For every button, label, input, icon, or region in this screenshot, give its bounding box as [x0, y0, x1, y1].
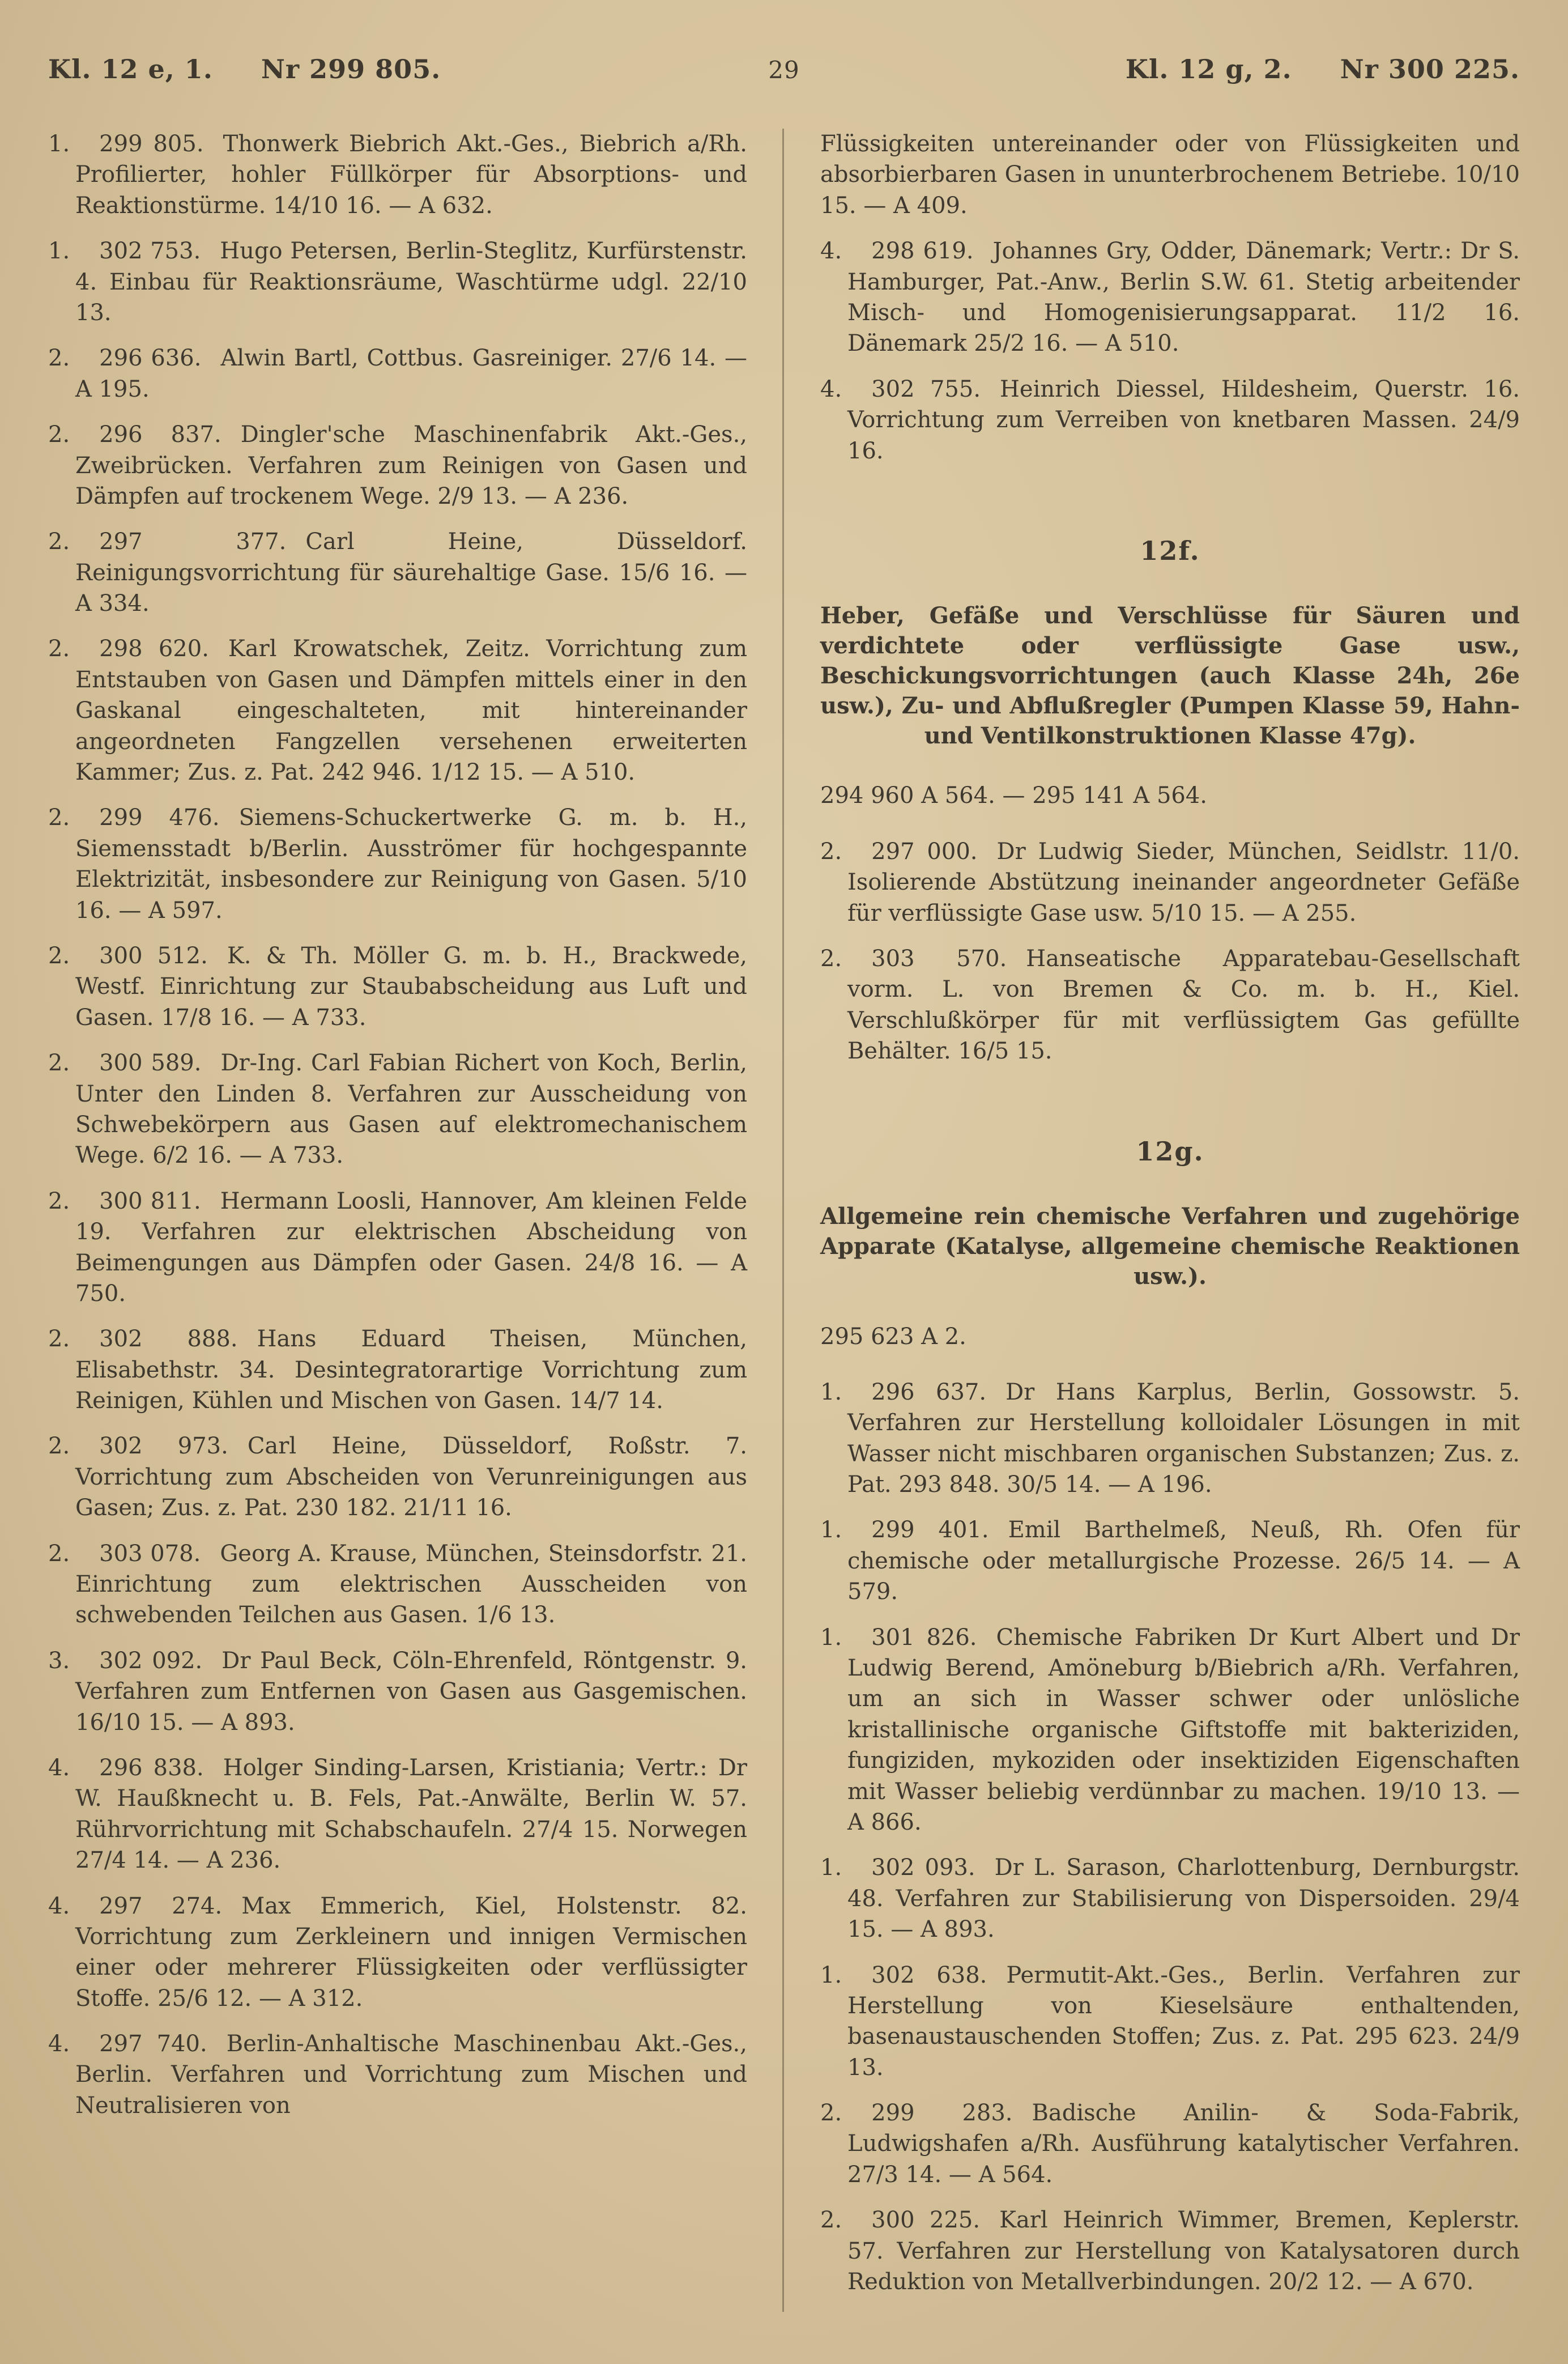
entry-class-number: 4.: [48, 2031, 70, 2057]
page-number: 29: [768, 56, 800, 84]
entry-class-number: 1.: [820, 1624, 842, 1651]
entry-patent-number: 303 078.: [99, 1540, 201, 1567]
entry-patent-number: 300 811.: [99, 1188, 201, 1214]
entry-text: Dr-Ing. Carl Fabian Richert von Koch, Berlin, Unter den Linden 8. Verfahren zur Ausscheidung von Schwebekörpern aus Gasen auf elektromechanischem Wege. 6/2 16. — A 733.: [75, 1050, 748, 1169]
entry-class-number: 4.: [820, 238, 842, 265]
patent-entry: [48, 941, 747, 1033]
entry-class-number: 2.: [820, 838, 842, 865]
entry-class-number: 2.: [48, 1433, 70, 1460]
entry-patent-number: 298 619.: [871, 238, 974, 265]
entry-class-number: 3.: [48, 1647, 70, 1674]
patent-entry: [820, 1852, 1520, 1945]
entry-text: Chemische Fabriken Dr Kurt Albert und Dr Ludwig Berend, Amöneburg b/Biebrich a/Rh. Verfahren, um an sich in Wasser schwer oder unlösliche kristallinische organische Giftstoffe mit bakteriziden, fungiziden, mykoziden oder insektiziden Eigenschaften mit Wasser beliebig verdünnbar zu machen. 19/10 13. — A 866.: [847, 1624, 1520, 1835]
section-description: Heber, Gefäße und Verschlüsse für Säuren und verdichtete oder verflüssigte Gase usw., Beschickungsvorrichtungen (auch Klasse 24h, 26e usw.), Zu- und Abflußregler (Pumpen Klasse 59, Hahn- und Ventilkonstruktionen Klasse 47g).: [820, 602, 1520, 749]
entry-text: Berlin-Anhaltische Maschinenbau Akt.-Ges., Berlin. Verfahren und Vorrichtung zum Mischen und Neutralisieren von: [75, 2031, 747, 2119]
patent-entry: [48, 236, 747, 328]
left-column: [48, 129, 784, 2312]
entry-continuation-text: Flüssigkeiten untereinander oder von Flüssigkeiten und absorbierbaren Gasen in ununterbrochenem Betriebe. 10/10 15. — A 409.: [820, 131, 1520, 219]
entry-patent-number: 299 805.: [99, 131, 204, 157]
entry-text: Holger Sinding-Larsen, Kristiania; Vertr.: Dr W. Haußknecht u. B. Fels, Pat.-Anwälte, Berlin W. 57. Rührvorrichtung mit Schabschaufeln. 27/4 15. Norwegen 27/4 14. — A 236.: [75, 1754, 748, 1874]
patent-entry: [48, 343, 747, 405]
entry-class-number: 2.: [48, 942, 70, 969]
patent-entry: [820, 2205, 1520, 2297]
entry-class-number: 1.: [820, 1517, 842, 1544]
patent-entry: [820, 836, 1520, 929]
header-left: [48, 54, 441, 84]
entry-class-number: 2.: [48, 422, 70, 448]
entry-class-number: 4.: [48, 1893, 70, 1919]
patent-entry: [820, 1515, 1520, 1607]
entry-class-number: 2.: [48, 345, 70, 372]
entry-patent-number: 300 512.: [99, 942, 208, 969]
patent-entry: [820, 1960, 1520, 2084]
entry-text: Carl Heine, Düsseldorf. Reinigungsvorrichtung für säurehaltige Gase. 15/6 16. — A 334.: [75, 529, 748, 617]
patent-entry: [820, 943, 1520, 1067]
page-header: [48, 54, 1520, 84]
patent-entry: [48, 1753, 747, 1876]
entry-patent-number: 297 274.: [99, 1893, 223, 1919]
patent-entry: [48, 1324, 747, 1416]
entry-text: Dr L. Sarason, Charlottenburg, Dernburgstr. 48. Verfahren zur Stabilisierung von Dispersoiden. 29/4 15. — A 893.: [847, 1855, 1520, 1943]
entry-text: Max Emmerich, Kiel, Holstenstr. 82. Vorrichtung zum Zerkleinern und innigen Vermischen einer oder mehrerer Flüssigkeiten oder verflüssigter Stoffe. 25/6 12. — A 312.: [75, 1893, 747, 2012]
entry-text: Alwin Bartl, Cottbus. Gasreiniger. 27/6 14. — A 195.: [75, 345, 748, 402]
patent-entry: [48, 1048, 747, 1171]
section-description: Allgemeine rein chemische Verfahren und zugehörige Apparate (Katalyse, allgemeine chemische Reaktionen usw.).: [820, 1203, 1520, 1290]
patent-entry: [820, 1622, 1520, 1838]
patent-entry: [48, 2029, 747, 2121]
patent-entry: [820, 236, 1520, 359]
entry-class-number: 4.: [820, 376, 842, 402]
entry-patent-number: 302 755.: [871, 376, 981, 402]
section-number-heading: 12g.: [1136, 1136, 1204, 1167]
entry-class-number: 2.: [48, 529, 70, 555]
patent-entry: [820, 2098, 1520, 2190]
entry-class-number: 1.: [820, 1855, 842, 1881]
entry-text: Johannes Gry, Odder, Dänemark; Vertr.: Dr S. Hamburger, Pat.-Anw., Berlin S.W. 61. Stetig arbeitender Misch- und Homogenisierungsapparat. 11/2 16. Dänemark 25/2 16. — A 510.: [847, 238, 1520, 357]
entry-patent-number: 300 589.: [99, 1050, 202, 1077]
entry-text: Siemens-Schuckertwerke G. m. b. H., Siemensstadt b/Berlin. Ausströmer für hochgespannte Elektrizität, insbesondere zur Reinigung von Gasen. 5/10 16. — A 597.: [75, 805, 748, 924]
entry-text: Karl Heinrich Wimmer, Bremen, Keplerstr. 57. Verfahren zur Herstellung von Katalysatoren durch Reduktion von Metallverbindungen. 20/2 12. — A 670.: [847, 2207, 1520, 2295]
entry-patent-number: 299 476.: [99, 805, 220, 831]
entry-patent-number: 303 570.: [871, 946, 1007, 972]
entry-patent-number: 300 225.: [871, 2207, 981, 2234]
entry-patent-number: 297 377.: [99, 529, 287, 555]
entry-text: Emil Barthelmeß, Neuß, Rh. Ofen für chemische oder metallurgische Prozesse. 26/5 14. — A 579.: [847, 1517, 1520, 1605]
patent-entry: [48, 1891, 747, 2014]
entry-class-number: 2.: [48, 636, 70, 662]
entry-text: Dr Hans Karplus, Berlin, Gossowstr. 5. Verfahren zur Herstellung kolloidaler Lösungen in mit Wasser nicht mischbaren organischen Substanzen; Zus. z. Pat. 293 848. 30/5 14. — A 196.: [847, 1379, 1520, 1498]
entry-text: Dingler'sche Maschinenfabrik Akt.-Ges., Zweibrücken. Verfahren zum Reinigen von Gasen und Dämpfen auf trockenem Wege. 2/9 13. — A 236.: [75, 422, 748, 509]
entry-class-number: 1.: [48, 131, 70, 157]
columns: [48, 129, 1520, 2312]
entry-patent-number: 302 093.: [871, 1855, 975, 1881]
reference-line: 295 623 A 2.: [820, 1323, 966, 1350]
entry-patent-number: 302 888.: [99, 1326, 238, 1353]
entry-patent-number: 302 092.: [99, 1647, 203, 1674]
patent-entry: [48, 633, 747, 788]
entry-patent-number: 296 838.: [99, 1754, 204, 1781]
entry-patent-number: 302 753.: [99, 238, 201, 265]
patent-entry: [48, 129, 747, 221]
entry-text: Hanseatische Apparatebau-Gesellschaft vorm. L. von Bremen & Co. m. b. H., Kiel. Verschlußkörper für mit verflüssigtem Gas gefüllte Behälter. 16/5 15.: [847, 946, 1520, 1065]
entry-text: Heinrich Diessel, Hildesheim, Querstr. 16. Vorrichtung zum Verreiben von knetbaren Massen. 24/9 16.: [847, 376, 1520, 464]
entry-patent-number: 302 638.: [871, 1962, 987, 1988]
entry-patent-number: 301 826.: [871, 1624, 977, 1651]
entry-text: Permutit-Akt.-Ges., Berlin. Verfahren zur Herstellung von Kieselsäure enthaltenden, basenaustauschenden Stoffen; Zus. z. Pat. 295 623. 24/9 13.: [847, 1962, 1520, 2081]
entry-patent-number: 299 401.: [871, 1517, 989, 1544]
entry-text: Badische Anilin- & Soda-Fabrik, Ludwigshafen a/Rh. Ausführung katalytischer Verfahren. 27/3 14. — A 564.: [847, 2100, 1520, 2188]
entry-class-number: 1.: [48, 238, 70, 265]
entry-patent-number: 296 637.: [871, 1379, 987, 1405]
patent-entry: [48, 1538, 747, 1631]
header-nr-right: Nr 300 225.: [1340, 54, 1520, 84]
entry-text: Dr Paul Beck, Cöln-Ehrenfeld, Röntgenstr. 9. Verfahren zum Entfernen von Gasen aus Gasgemischen. 16/10 15. — A 893.: [75, 1647, 748, 1736]
entry-class-number: 2.: [48, 1188, 70, 1214]
patent-entry: [48, 1646, 747, 1738]
entry-text: K. & Th. Möller G. m. b. H., Brackwede, Westf. Einrichtung zur Staubabscheidung aus Luft und Gasen. 17/8 16. — A 733.: [75, 942, 747, 1031]
entry-patent-number: 297 000.: [871, 838, 978, 865]
header-nr-left: Nr 299 805.: [261, 54, 441, 84]
entry-class-number: 2.: [48, 1540, 70, 1567]
patent-entry: [820, 1377, 1520, 1500]
entry-class-number: 2.: [48, 1326, 70, 1353]
entry-class-number: 1.: [820, 1962, 842, 1988]
patent-entry: [48, 419, 747, 512]
entry-class-number: 2.: [820, 2207, 842, 2234]
entry-patent-number: 296 837.: [99, 422, 221, 448]
entry-patent-number: 298 620.: [99, 636, 209, 662]
entry-text: Georg A. Krause, München, Steinsdorfstr. 21. Einrichtung zum elektrischen Ausscheiden von schwebenden Teilchen aus Gasen. 1/6 13.: [75, 1540, 747, 1629]
entry-class-number: 2.: [820, 946, 842, 972]
header-class-right: Kl. 12 g, 2.: [1125, 54, 1292, 84]
patent-entry: [48, 1431, 747, 1523]
entry-patent-number: 296 636.: [99, 345, 202, 372]
entry-class-number: 1.: [820, 1379, 842, 1405]
patent-entry: [48, 802, 747, 926]
reference-line: 294 960 A 564. — 295 141 A 564.: [820, 783, 1208, 809]
entry-patent-number: 299 283.: [871, 2100, 1013, 2127]
entry-class-number: 2.: [48, 1050, 70, 1077]
entry-text: Hugo Petersen, Berlin-Steglitz, Kurfürstenstr. 4. Einbau für Reaktionsräume, Waschtürme udgl. 22/10 13.: [75, 238, 747, 326]
entry-patent-number: 302 973.: [99, 1433, 228, 1460]
entry-class-number: 2.: [48, 805, 70, 831]
entry-text: Karl Krowatschek, Zeitz. Vorrichtung zum Entstauben von Gasen und Dämpfen mittels einer in den Gaskanal eingeschalteten, mit hintereinander angeordneten Fangzellen versehenen erweiterten Kammer; Zus. z. Pat. 242 946. 1/12 15. — A 510.: [75, 636, 747, 786]
right-column: [784, 129, 1520, 2312]
entry-text: Hermann Loosli, Hannover, Am kleinen Felde 19. Verfahren zur elektrischen Abscheidung von Beimengungen aus Dämpfen oder Gasen. 24/8 16. — A 750.: [75, 1188, 748, 1307]
entry-patent-number: 297 740.: [99, 2031, 207, 2057]
section-number-heading: 12f.: [1140, 535, 1200, 566]
header-right: [1126, 54, 1520, 84]
entry-text: Thonwerk Biebrich Akt.-Ges., Biebrich a/Rh. Profilierter, hohler Füllkörper für Absorptions- und Reaktionstürme. 14/10 16. — A 632.: [75, 131, 748, 219]
entry-class-number: 4.: [48, 1754, 70, 1781]
entry-text: Carl Heine, Düsseldorf, Roßstr. 7. Vorrichtung zum Abscheiden von Verunreinigungen aus Gasen; Zus. z. Pat. 230 182. 21/11 16.: [75, 1433, 748, 1521]
patent-entry: [48, 1186, 747, 1309]
patent-entry: [48, 526, 747, 619]
patent-entry: [820, 374, 1520, 466]
entry-text: Hans Eduard Theisen, München, Elisabethstr. 34. Desintegratorartige Vorrichtung zum Reinigen, Kühlen und Mischen von Gasen. 14/7 14.: [75, 1326, 748, 1414]
entry-text: Dr Ludwig Sieder, München, Seidlstr. 11/0. Isolierende Abstützung ineinander angeordneter Gefäße für verflüssigte Gase usw. 5/10 15. — A 255.: [847, 838, 1520, 926]
header-class-left: Kl. 12 e, 1.: [48, 54, 213, 84]
entry-class-number: 2.: [820, 2100, 842, 2127]
